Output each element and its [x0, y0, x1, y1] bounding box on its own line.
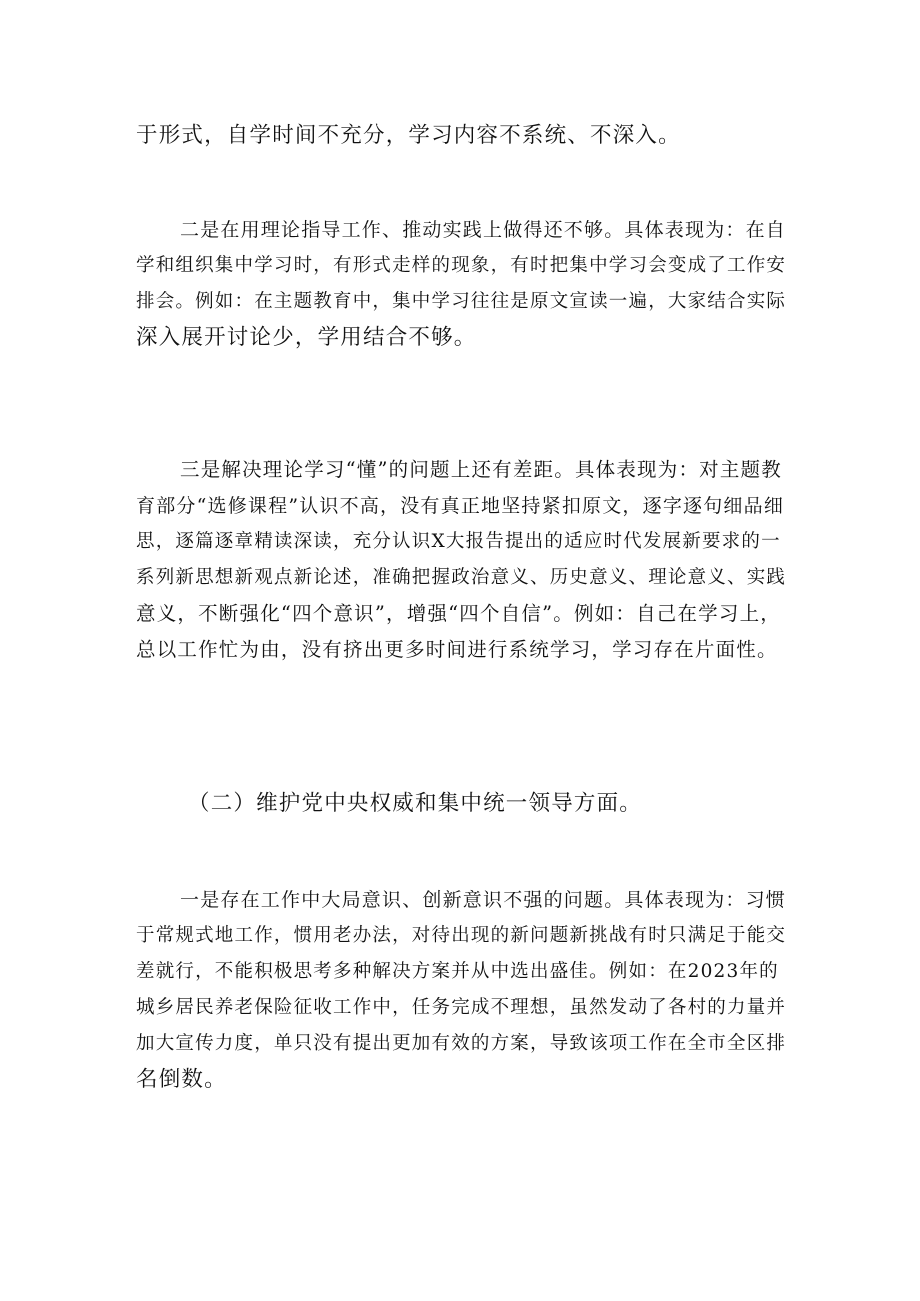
text-line: 深入展开讨论少，学用结合不够。 [136, 325, 477, 350]
text-line: 排会。例如：在主题教育中，集中学习往往是原文宣读一遍，大家结合实际 [136, 291, 787, 312]
text-line: 二是在用理论指导工作、推动实践上做得还不够。具体表现为：在自 [180, 219, 787, 241]
paragraph-point-two [136, 212, 792, 356]
text-line: 意义，不断强化“四个意识”，增强“四个自信”。例如：自己在学习上， [136, 602, 781, 625]
text-line: 于常规式地工作，惯用老办法，对待出现的新问题新挑战有时只满足于能交 [136, 925, 787, 946]
paragraph-continuation [136, 118, 792, 154]
section-heading-text: （二）维护党中央权威和集中统一领导方面。 [188, 791, 643, 816]
paragraph-point-three [136, 452, 792, 668]
text-line: 育部分“选修课程”认识不高，没有真正地坚持紧扣原文，逐字逐句细品细 [136, 495, 785, 517]
text-line: 城乡居民养老保险征收工作中，任务完成不理想，虽然发动了各村的力量并 [136, 997, 787, 1018]
text-line: 三是解决理论学习“懂”的问题上还有差距。具体表现为：对主题教 [180, 458, 782, 481]
text-line: 一是存在工作中大局意识、创新意识不强的问题。具体表现为：习惯 [180, 889, 787, 911]
text-line: 系列新思想新观点新论述，准确把握政治意义、历史意义、理论意义、实践 [136, 567, 787, 588]
text-line: 加大宣传力度，单只没有提出更加有效的方案，导致该项工作在全市全区排 [136, 1033, 787, 1054]
text-line: 学和组织集中学习时，有形式走样的现象，有时把集中学习会变成了工作安 [136, 255, 787, 276]
text-line: 总以工作忙为由，没有挤出更多时间进行系统学习，学习存在片面性。 [136, 638, 778, 661]
paragraph-point-one [136, 882, 792, 1098]
text-line: 差就行，不能积极思考多种解决方案并从中选出盛佳。例如：在2023年的 [136, 961, 779, 982]
text-line: 思，逐篇逐章精读深读，充分认识X大报告提出的适应时代发展新要求的一 [136, 531, 781, 552]
text-line: 名倒数。 [136, 1067, 227, 1092]
text-line: 于形式，自学时间不充分，学习内容不系统、不深入。 [136, 123, 681, 148]
section-heading [136, 786, 792, 822]
